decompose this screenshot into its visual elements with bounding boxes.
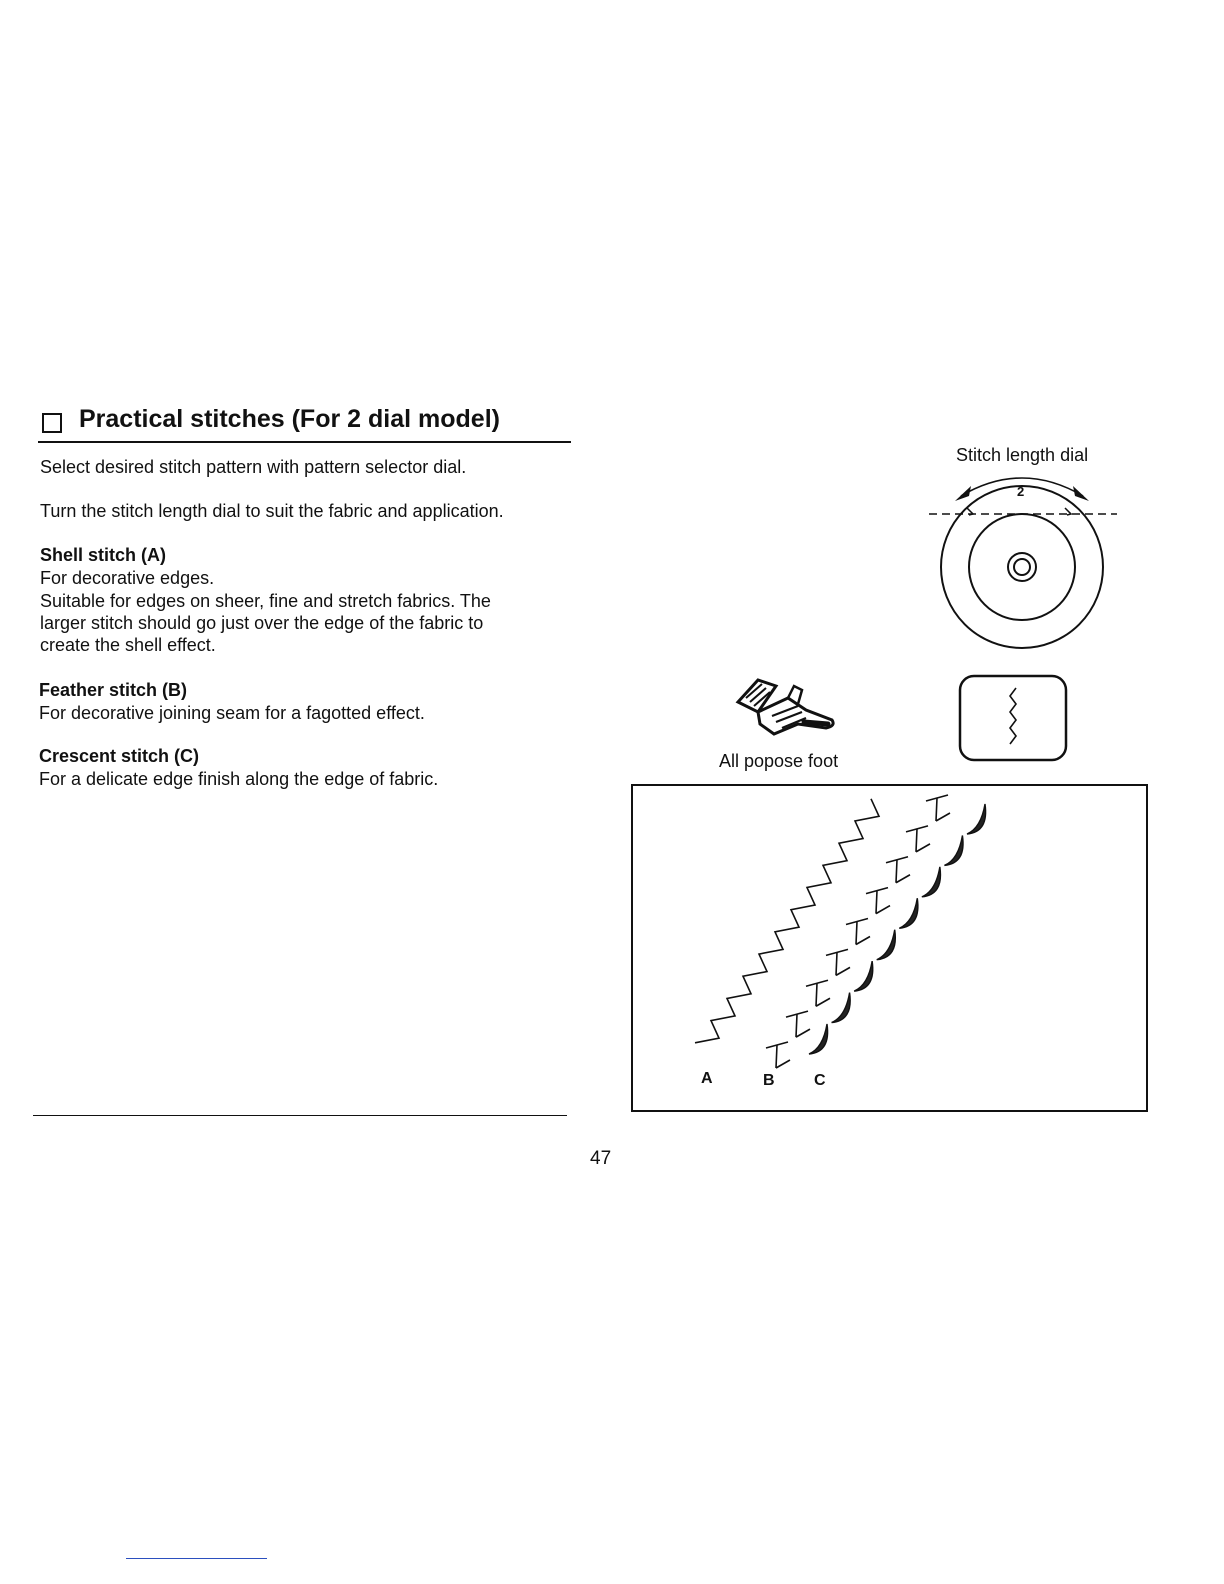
dial-value: 2	[1017, 484, 1025, 499]
intro-line-2: Turn the stitch length dial to suit the fabric and application.	[40, 501, 504, 521]
feather-stitch-mark	[886, 857, 910, 883]
feather-stitch-mark	[846, 919, 870, 945]
pattern-indicator-icon	[958, 674, 1070, 764]
crescent-stitch-mark	[922, 867, 941, 897]
page-number: 47	[590, 1148, 612, 1169]
stitch-length-dial-label: Stitch length dial	[956, 445, 1089, 465]
stitch-letter-b: B	[763, 1072, 775, 1089]
heading-underline	[38, 441, 571, 443]
crescent-stitch-mark	[944, 835, 963, 865]
shell-stitch-line-2: Suitable for edges on sheer, fine and stretch fabrics. The	[40, 591, 491, 611]
section-title-crescent-stitch: Crescent stitch (C)	[39, 746, 200, 766]
feather-stitch-line-1: For decorative joining seam for a fagotted effect.	[39, 703, 425, 723]
bottom-rule	[33, 1115, 567, 1116]
feather-stitch-mark	[766, 1042, 790, 1068]
intro-line-1: Select desired stitch pattern with pattern selector dial.	[40, 457, 467, 477]
page-title: Practical stitches (For 2 dial model)	[79, 405, 500, 433]
stitch-letter-a: A	[701, 1070, 713, 1087]
feather-stitch-mark	[926, 795, 950, 821]
crescent-stitch-mark	[854, 961, 873, 991]
shell-stitch-line	[695, 799, 879, 1043]
crescent-stitch-mark	[809, 1024, 828, 1054]
stitch-letter-c: C	[814, 1072, 826, 1089]
shell-stitch-line-3: larger stitch should go just over the edge of the fabric to	[40, 613, 484, 633]
checkbox-square-icon	[42, 413, 62, 433]
crescent-stitch-mark	[967, 804, 986, 834]
section-title-shell-stitch: Shell stitch (A)	[40, 545, 167, 565]
stitch-samples-illustration	[631, 784, 1148, 1112]
feather-stitch-mark	[826, 949, 850, 975]
feather-stitch-mark	[786, 1011, 810, 1037]
footer-link-underline	[126, 1558, 267, 1559]
all-purpose-foot-label: All popose foot	[719, 751, 839, 771]
crescent-stitch-mark	[832, 993, 851, 1023]
feather-stitch-mark	[866, 888, 890, 914]
crescent-stitch-line-1: For a delicate edge finish along the edge of fabric.	[39, 769, 439, 789]
section-title-feather-stitch: Feather stitch (B)	[39, 680, 188, 700]
feather-stitch-mark	[906, 826, 930, 852]
crescent-stitch-mark	[877, 930, 896, 960]
shell-stitch-line-1: For decorative edges.	[40, 568, 215, 588]
shell-stitch-line-4: create the shell effect.	[40, 635, 216, 655]
crescent-stitch-mark	[899, 898, 918, 928]
presser-foot-icon	[728, 672, 838, 752]
feather-stitch-mark	[806, 980, 830, 1006]
